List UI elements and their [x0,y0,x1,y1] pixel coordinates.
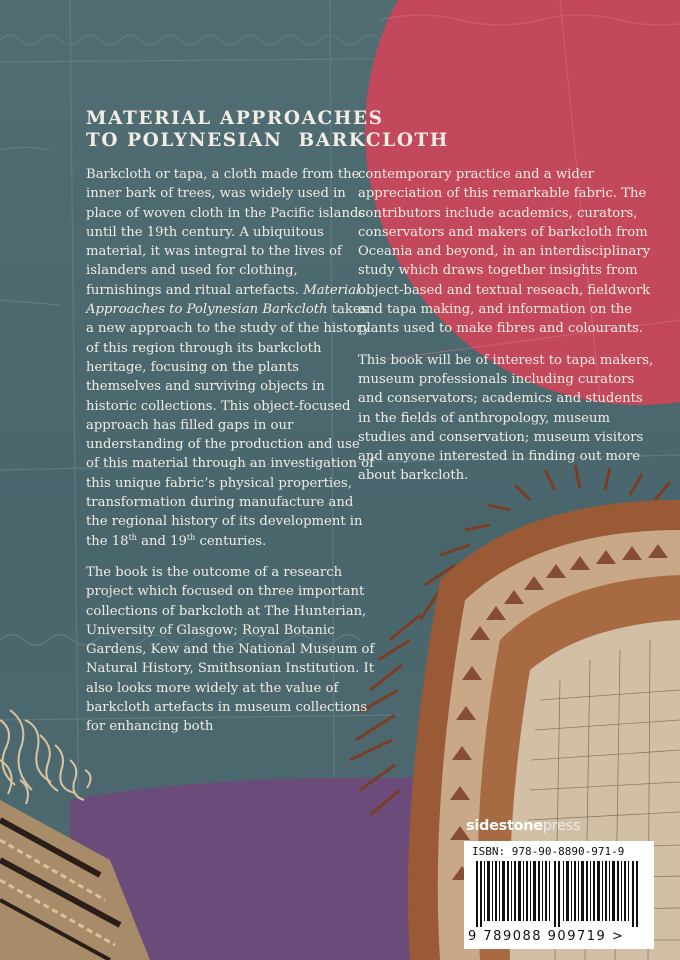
description-text: Barkcloth or tapa, a cloth made from the inner bark of trees, was widely used in place of woven cloth in the Pacific islands until the 19th century. A ubiquitous material, it was integral to the lives of islanders and used for clothing, furnishings and ritual artefacts. [86,167,366,298]
publisher-name-light: press [542,818,581,834]
description-text: centuries. [195,533,267,549]
description-paragraph: contemporary practice and a wider appreciation of this remarkable fabric. The contributors include academics, curators, conservators and makers of barkcloth from Oceania and beyond, in an interdisciplinary study which draws together insights from object-based and textual reseach, fieldwork and tapa making, and information on the plants used to make fibres and colourants. [358,167,651,337]
description-right-column [358,165,654,498]
publisher-name-bold: sidestone [466,818,543,834]
isbn-barcode [464,841,654,949]
barcode-bars [470,861,648,927]
publisher-logo [466,818,580,834]
book-title-italic: Material Approaches to Polynesian Barkcloth [86,282,361,318]
isbn-label: ISBN: 978-90-8890-971-9 [472,845,625,858]
ean-digits: 9 789088 909719 > [468,929,625,944]
description-text: and 19 [136,533,187,549]
description-paragraph: The book is the outcome of a research project which focused on three important collections of barkcloth at The Hunterian, University of Glasgow; Royal Botanic Gardens, Kew and the National Museum of Natural History, Smithsonian Institution. It also looks more widely at the value of barkcloth artefacts in museum collections for enhancing both [86,564,375,735]
book-title [86,108,506,152]
description-left-column [86,165,376,749]
description-paragraph [86,165,376,551]
ordinal-suffix: th [186,532,196,542]
title-line-1: MATERIAL APPROACHES [86,108,384,129]
description-text: takes a new approach to the study of the history of this region through its barkcloth heritage, focusing on the plants themselves and surviving objects in historic collections. This object-focused approach has filled gaps in our understanding of the production and use of this material through an investigation of this unique fabric’s physical properties, transformation during manufacture and the regional history of its development in the 18 [86,302,374,549]
title-line-2: TO POLYNESIAN BARKCLOTH [86,130,449,151]
description-paragraph: This book will be of interest to tapa makers, museum professionals including curators and conservators; academics and students in the fields of anthropology, museum studies and conservation; museum visitors and anyone interested in finding out more about barkcloth. [358,352,654,484]
ordinal-suffix: th [128,532,137,542]
